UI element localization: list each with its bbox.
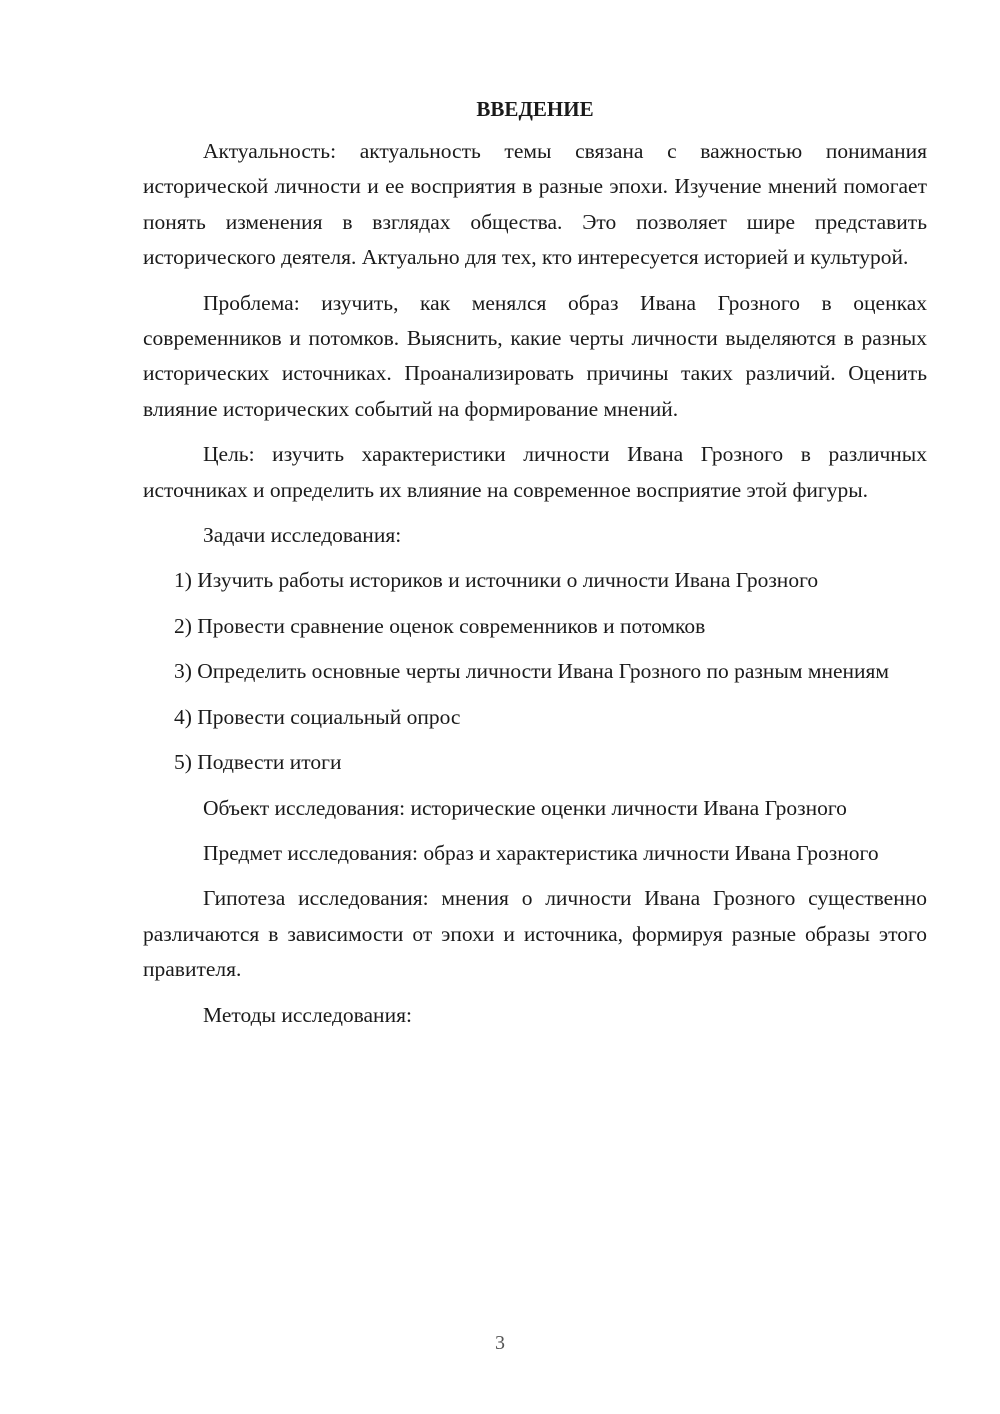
paragraph-object: Объект исследования: исторические оценки личности Ивана Грозного (203, 795, 847, 820)
section-heading: ВВЕДЕНИЕ (476, 97, 594, 121)
task-item: 3) Определить основные черты личности Ивана Грозного по разным мнениям (174, 659, 890, 684)
task-item: 4) Провести социальный опрос (174, 704, 461, 729)
document-page (143, 92, 927, 1043)
tasks-title: Задачи исследования: (203, 523, 402, 548)
methods-title: Методы исследования: (203, 1002, 412, 1027)
paragraph-subject: Предмет исследования: образ и характеристика личности Ивана Грозного (203, 840, 879, 865)
paragraph-relevance: Актуальность: актуальность темы связана с важностью понимания исторической личности и ее восприятия в разные эпохи. Изучение мнений помогает понять изменения в взглядах общества. Это позволяет шире представить исторического деятеля. Актуально для тех, кто интересуется историей и культурой. (143, 139, 927, 270)
task-item: 1) Изучить работы историков и источники о личности Ивана Грозного (174, 568, 819, 593)
page-number: 3 (495, 1332, 505, 1354)
paragraph-hypothesis: Гипотеза исследования: мнения о личности Ивана Грозного существенно различаются в зависимости от эпохи и источника, формируя разные образы этого правителя. (143, 886, 927, 982)
paragraph-problem: Проблема: изучить, как менялся образ Ивана Грозного в оценках современников и потомков. Выяснить, какие черты личности выделяются в разных исторических источниках. Проанализировать причины таких различий. Оценить влияние исторических событий на формирование мнений. (143, 290, 927, 421)
task-item: 5) Подвести итоги (174, 750, 342, 775)
paragraph-goal: Цель: изучить характеристики личности Ивана Грозного в различных источниках и определить их влияние на современное восприятие этой фигуры. (143, 442, 927, 502)
task-item: 2) Провести сравнение оценок современников и потомков (174, 613, 706, 638)
